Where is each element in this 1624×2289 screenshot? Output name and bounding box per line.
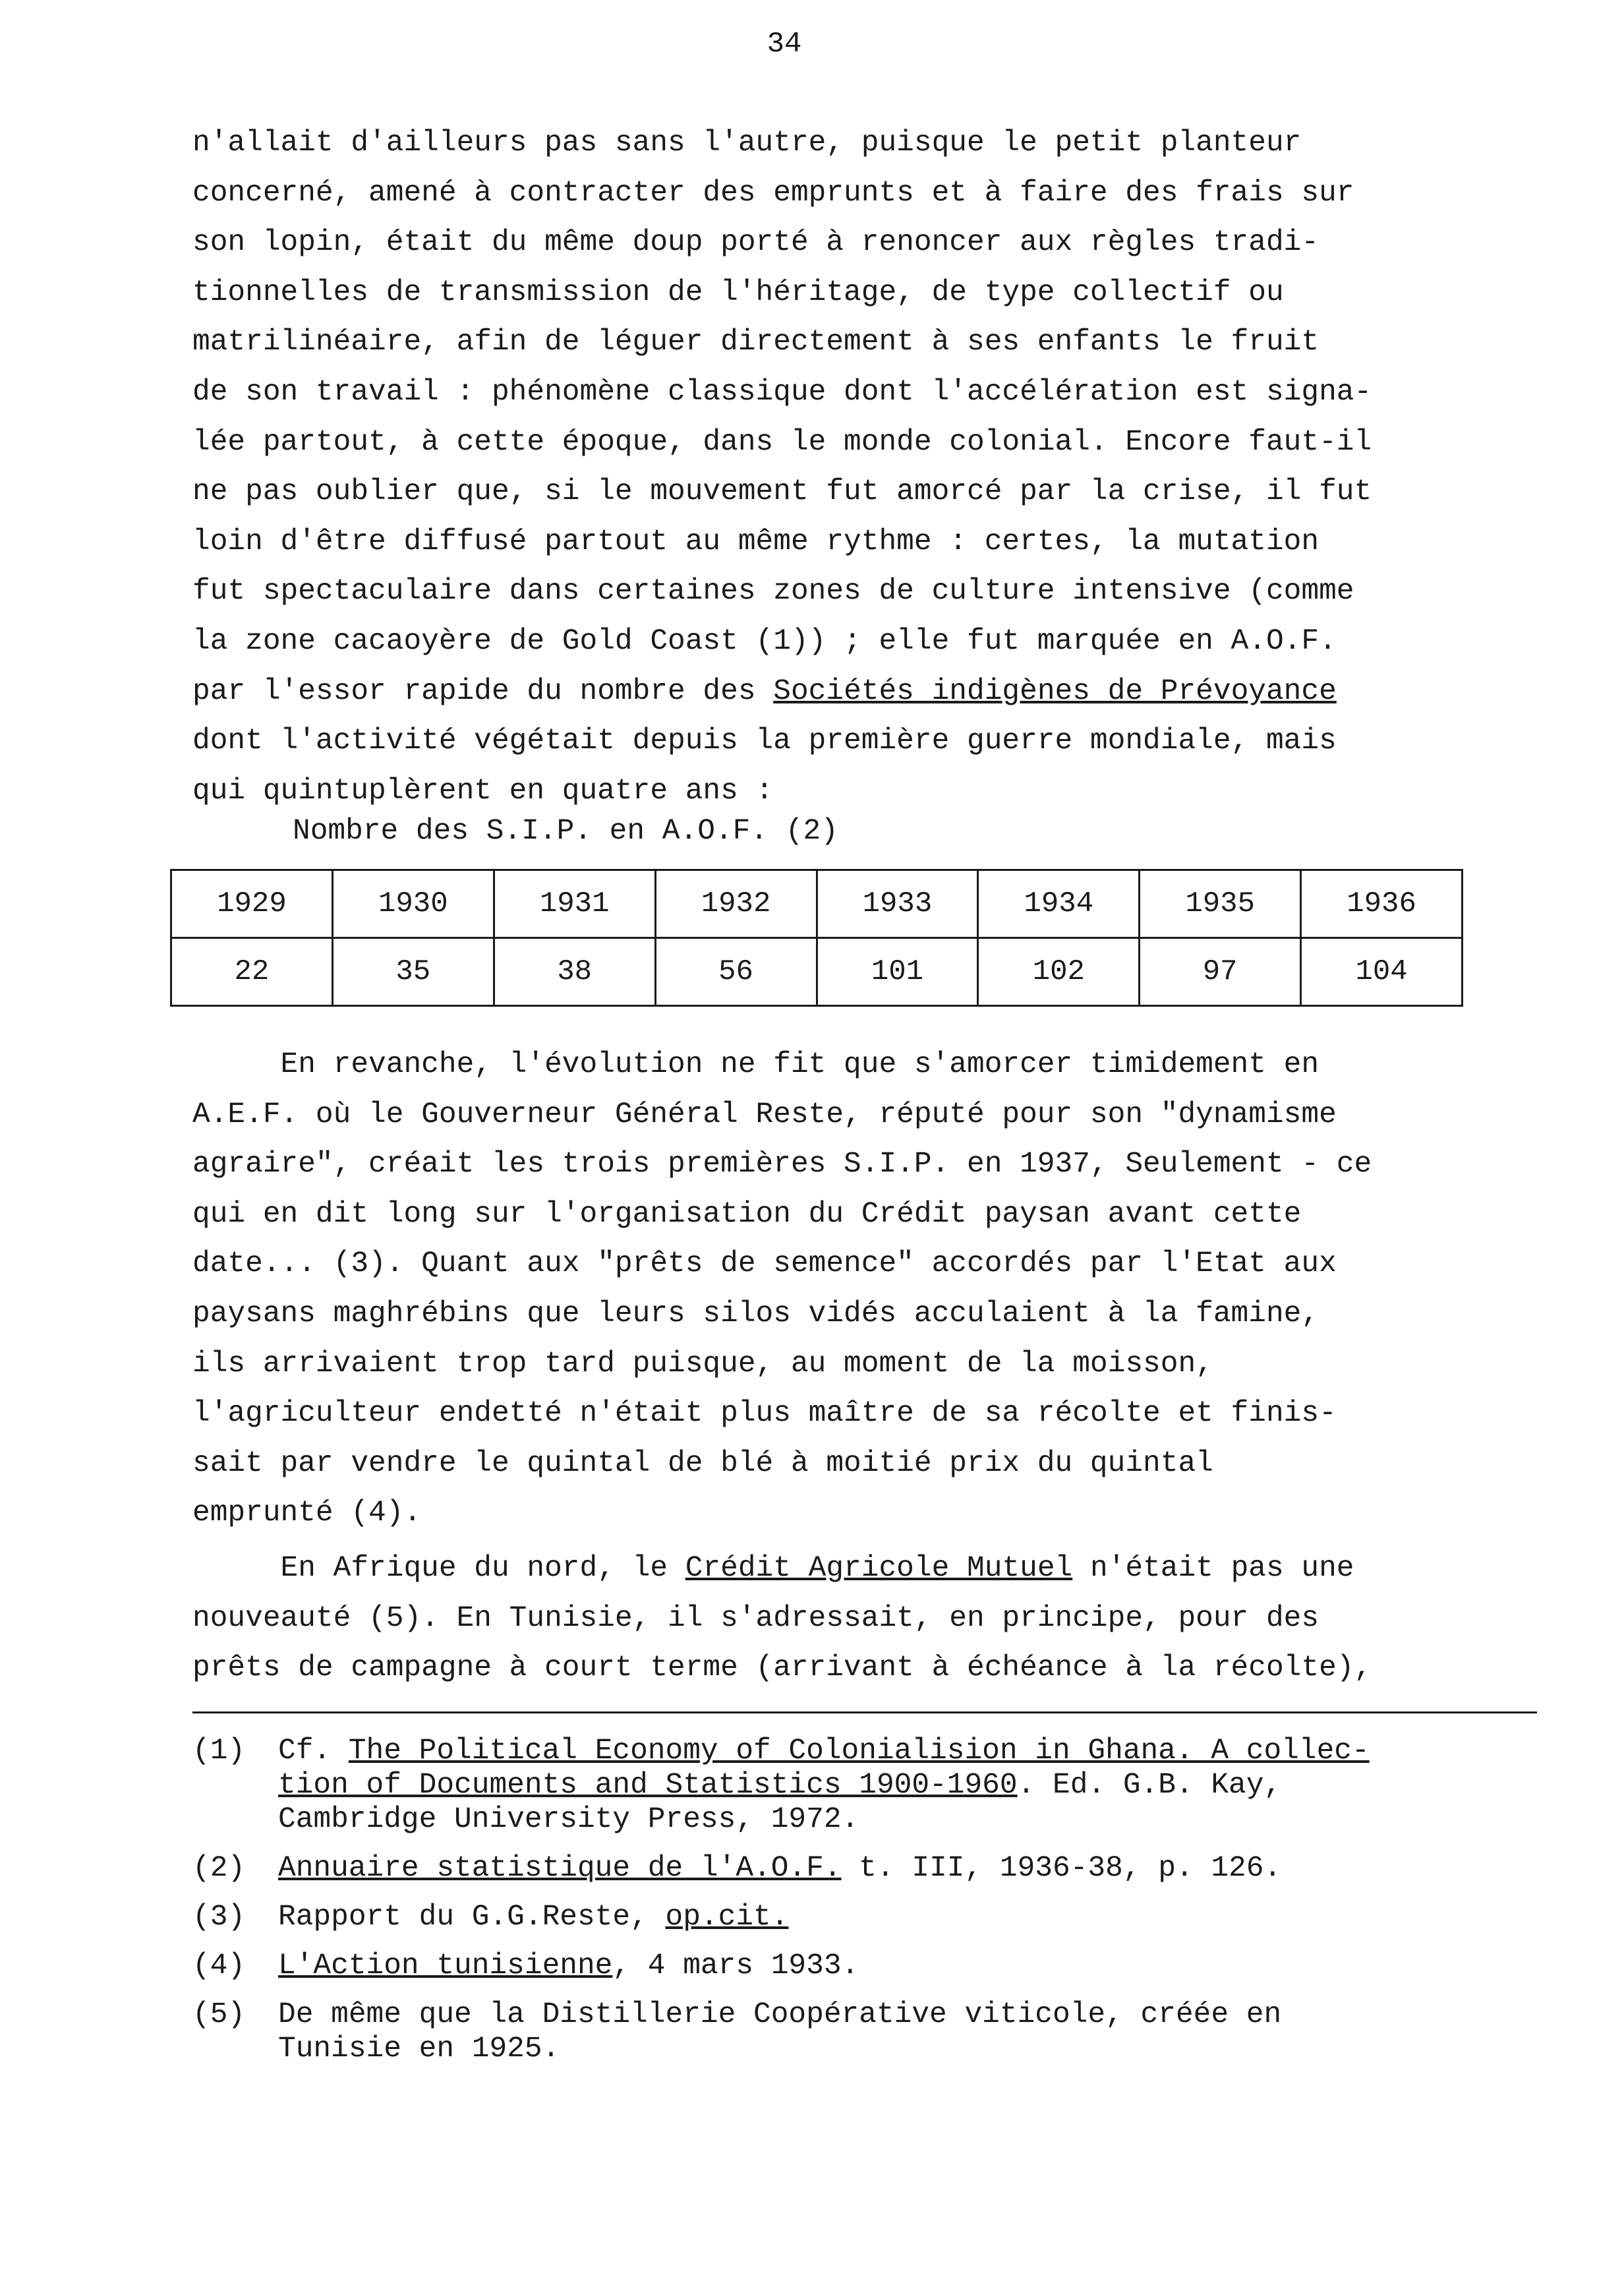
text-segment: n'était pas une bbox=[1072, 1552, 1354, 1585]
table-caption: Nombre des S.I.P. en A.O.F. (2) bbox=[293, 815, 838, 848]
footnote-marker: (5) bbox=[192, 1998, 246, 2031]
table-cell-count: 56 bbox=[655, 938, 817, 1006]
table-cell-count: 22 bbox=[171, 938, 333, 1006]
footnote-marker: (1) bbox=[192, 1735, 246, 1768]
text-line: Cambridge University Press, 1972. bbox=[278, 1803, 859, 1836]
table-cell-year: 1934 bbox=[978, 870, 1140, 938]
underlined-title: L'Action tunisienne bbox=[278, 1949, 613, 1982]
underlined-title: tion of Documents and Statistics 1900-1960 bbox=[278, 1769, 1018, 1802]
table-cell-count: 38 bbox=[494, 938, 655, 1006]
text-line: dont l'activité végétait depuis la première guerre mondiale, mais bbox=[192, 725, 1337, 758]
text-segment: t. III, 1936-38, p. 126. bbox=[841, 1852, 1282, 1885]
table-cell-year: 1936 bbox=[1301, 870, 1463, 938]
text-line: fut spectaculaire dans certaines zones de culture intensive (comme bbox=[192, 575, 1354, 609]
sip-table bbox=[170, 869, 1463, 1007]
table-row-counts bbox=[171, 938, 1463, 1006]
table-cell-year: 1931 bbox=[494, 870, 655, 938]
text-line: De même que la Distillerie Coopérative viticole, créée en bbox=[278, 1998, 1282, 2031]
text-line: n'allait d'ailleurs pas sans l'autre, puisque le petit planteur bbox=[192, 127, 1302, 160]
text-line: paysans maghrébins que leurs silos vidés acculaient à la famine, bbox=[192, 1297, 1320, 1330]
footnote-3 bbox=[192, 1900, 1577, 1934]
page-number: 34 bbox=[767, 28, 802, 61]
text-segment: , 4 mars 1933. bbox=[612, 1949, 859, 1982]
footnote-marker: (4) bbox=[192, 1949, 246, 1982]
table-cell-year: 1935 bbox=[1140, 870, 1301, 938]
text-line: qui quintuplèrent en quatre ans : bbox=[192, 774, 774, 808]
text-line bbox=[192, 667, 1563, 717]
table-cell-year: 1933 bbox=[817, 870, 978, 938]
text-segment: En Afrique du nord, le bbox=[192, 1552, 685, 1585]
text-line: l'agriculteur endetté n'était plus maître de sa récolte et finis- bbox=[192, 1397, 1337, 1431]
text-line bbox=[192, 1544, 1563, 1594]
underlined-title: Annuaire statistique de l'A.O.F. bbox=[278, 1852, 842, 1885]
table-cell-year: 1930 bbox=[332, 870, 494, 938]
text-line: tionnelles de transmission de l'héritage, de type collectif ou bbox=[192, 276, 1284, 309]
paragraph-2 bbox=[192, 1040, 1563, 1539]
text-line: la zone cacaoyère de Gold Coast (1)) ; elle fut marquée en A.O.F. bbox=[192, 624, 1337, 658]
underlined-title: Sociétés indigènes de Prévoyance bbox=[773, 674, 1337, 708]
text-line: concerné, amené à contracter des emprunts et à faire des frais sur bbox=[192, 176, 1354, 210]
text-line: matrilinéaire, afin de léguer directement à ses enfants le fruit bbox=[192, 326, 1320, 359]
text-line: lée partout, à cette époque, dans le monde colonial. Encore faut-il bbox=[192, 425, 1372, 459]
text-line: A.E.F. où le Gouverneur Général Reste, réputé pour son "dynamisme bbox=[192, 1098, 1337, 1131]
text-line: de son travail : phénomène classique dont l'accélération est signa- bbox=[192, 375, 1372, 409]
text-line: son lopin, était du même doup porté à renoncer aux règles tradi- bbox=[192, 226, 1320, 260]
text-line: emprunté (4). bbox=[192, 1497, 422, 1530]
text-segment: par l'essor rapide du nombre des bbox=[192, 674, 774, 708]
footnote-4 bbox=[192, 1949, 1577, 1983]
text-line: ne pas oublier que, si le mouvement fut amorcé par la crise, il fut bbox=[192, 475, 1372, 509]
footnote-separator bbox=[192, 1711, 1537, 1713]
table-cell-count: 97 bbox=[1140, 938, 1301, 1006]
underlined-title: The Political Economy of Colonialision in Ghana. A collec- bbox=[348, 1735, 1370, 1768]
footnote-marker: (2) bbox=[192, 1852, 246, 1885]
underlined-title: op.cit. bbox=[665, 1901, 789, 1934]
table-cell-year: 1929 bbox=[171, 870, 333, 938]
paragraph-3 bbox=[192, 1544, 1563, 1694]
text-line: ils arrivaient trop tard puisque, au moment de la moisson, bbox=[192, 1347, 1213, 1381]
paragraph-1 bbox=[192, 119, 1563, 816]
footnote-5 bbox=[192, 1998, 1577, 2066]
text-line: qui en dit long sur l'organisation du Crédit paysan avant cette bbox=[192, 1197, 1302, 1231]
footnote-marker: (3) bbox=[192, 1901, 246, 1934]
table-cell-count: 35 bbox=[332, 938, 494, 1006]
footnote-2 bbox=[192, 1851, 1577, 1886]
text-line: sait par vendre le quintal de blé à moitié prix du quintal bbox=[192, 1446, 1213, 1480]
footnote-1 bbox=[192, 1734, 1577, 1837]
text-line: loin d'être diffusé partout au même rythme : certes, la mutation bbox=[192, 525, 1320, 558]
table-cell-year: 1932 bbox=[655, 870, 817, 938]
text-line: Tunisie en 1925. bbox=[278, 2033, 560, 2066]
text-segment: . Ed. G.B. Kay, bbox=[1017, 1769, 1282, 1802]
table-row-years bbox=[171, 870, 1463, 938]
footnotes bbox=[192, 1734, 1577, 2081]
underlined-title: Crédit Agricole Mutuel bbox=[685, 1552, 1073, 1585]
text-segment: Cf. bbox=[278, 1735, 349, 1768]
table-cell-count: 101 bbox=[817, 938, 978, 1006]
table-cell-count: 104 bbox=[1301, 938, 1463, 1006]
text-line: En revanche, l'évolution ne fit que s'amorcer timidement en bbox=[192, 1048, 1320, 1081]
text-line: prêts de campagne à court terme (arrivant à échéance à la récolte), bbox=[192, 1651, 1372, 1685]
table-cell-count: 102 bbox=[978, 938, 1140, 1006]
text-line: agraire", créait les trois premières S.I.P. en 1937, Seulement - ce bbox=[192, 1148, 1372, 1181]
text-segment: Rapport du G.G.Reste, bbox=[278, 1901, 666, 1934]
text-line: nouveauté (5). En Tunisie, il s'adressait, en principe, pour des bbox=[192, 1601, 1320, 1635]
text-line: date... (3). Quant aux "prêts de semence" accordés par l'Etat aux bbox=[192, 1247, 1337, 1281]
